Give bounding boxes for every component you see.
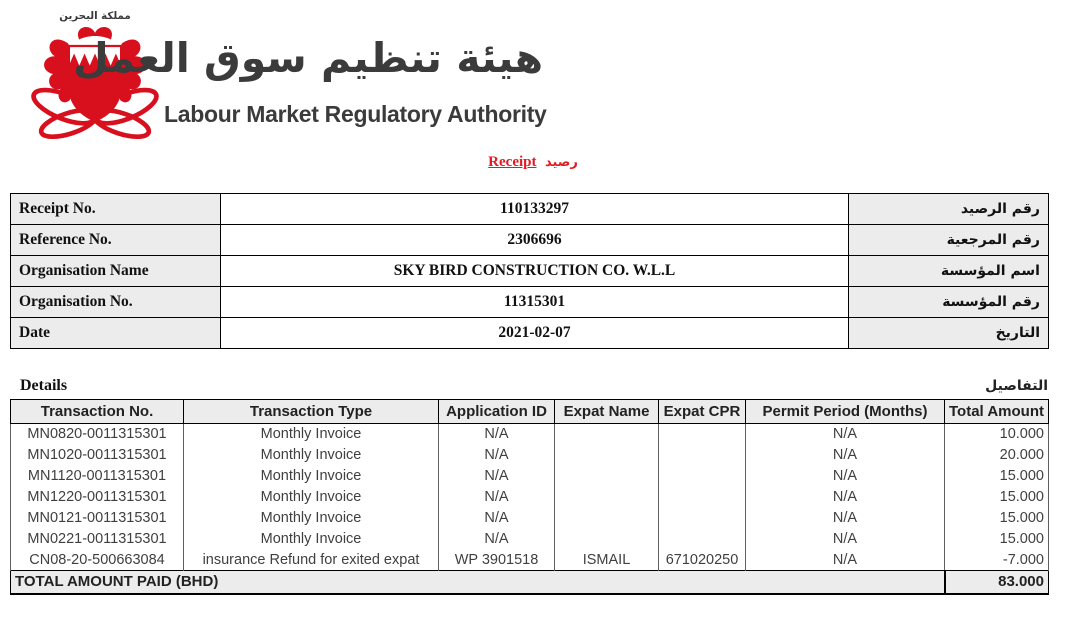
details-cell: N/A bbox=[746, 445, 945, 466]
details-cell bbox=[659, 445, 746, 466]
receipt-info-label: Organisation No. bbox=[11, 287, 221, 318]
logo-english-name: Labour Market Regulatory Authority bbox=[164, 101, 547, 127]
details-heading-ar: التفاصيل bbox=[985, 378, 1048, 394]
receipt-info-value: SKY BIRD CONSTRUCTION CO. W.L.L bbox=[221, 256, 849, 287]
details-cell: 10.000 bbox=[945, 424, 1049, 445]
receipt-title bbox=[0, 153, 1066, 171]
details-cell bbox=[555, 445, 659, 466]
details-row bbox=[11, 424, 1049, 445]
receipt-info-row bbox=[11, 318, 1049, 349]
details-column-header: Transaction Type bbox=[184, 400, 439, 424]
receipt-info-value: 110133297 bbox=[221, 194, 849, 225]
details-cell: MN0121-0011315301 bbox=[11, 508, 184, 529]
details-total-row bbox=[11, 571, 1049, 594]
receipt-info-label-ar: رقم المرجعية bbox=[849, 225, 1049, 256]
details-cell bbox=[659, 487, 746, 508]
details-cell bbox=[555, 487, 659, 508]
details-cell: insurance Refund for exited expat bbox=[184, 550, 439, 571]
details-cell: Monthly Invoice bbox=[184, 445, 439, 466]
details-cell: 15.000 bbox=[945, 487, 1049, 508]
receipt-info-table bbox=[10, 193, 1049, 349]
details-cell: 20.000 bbox=[945, 445, 1049, 466]
details-cell: MN0221-0011315301 bbox=[11, 529, 184, 550]
receipt-info-label: Organisation Name bbox=[11, 256, 221, 287]
details-cell bbox=[555, 529, 659, 550]
details-body bbox=[11, 424, 1049, 571]
details-heading-en: Details bbox=[20, 377, 68, 394]
details-cell: N/A bbox=[439, 487, 555, 508]
details-cell: 15.000 bbox=[945, 508, 1049, 529]
details-cell bbox=[659, 508, 746, 529]
details-cell: Monthly Invoice bbox=[184, 508, 439, 529]
details-row bbox=[11, 466, 1049, 487]
details-cell: -7.000 bbox=[945, 550, 1049, 571]
receipt-info-label: Receipt No. bbox=[11, 194, 221, 225]
details-cell: N/A bbox=[746, 550, 945, 571]
details-column-header: Total Amount bbox=[945, 400, 1049, 424]
details-cell: Monthly Invoice bbox=[184, 424, 439, 445]
details-header-row bbox=[11, 400, 1049, 424]
details-cell: N/A bbox=[746, 466, 945, 487]
details-row bbox=[11, 487, 1049, 508]
logo-arabic-name: هيئة تنظيم سوق العمل bbox=[73, 34, 543, 82]
receipt-info-row bbox=[11, 225, 1049, 256]
details-cell: ISMAIL bbox=[555, 550, 659, 571]
details-cell bbox=[555, 466, 659, 487]
receipt-info-value: 2021-02-07 bbox=[221, 318, 849, 349]
details-cell: N/A bbox=[746, 508, 945, 529]
details-cell bbox=[659, 424, 746, 445]
receipt-info-value: 2306696 bbox=[221, 225, 849, 256]
details-cell: Monthly Invoice bbox=[184, 529, 439, 550]
details-row bbox=[11, 445, 1049, 466]
details-table bbox=[10, 399, 1049, 595]
details-cell: N/A bbox=[746, 424, 945, 445]
receipt-info-body bbox=[11, 194, 1049, 349]
details-heading bbox=[10, 376, 1048, 396]
details-cell: N/A bbox=[746, 487, 945, 508]
receipt-info-row bbox=[11, 194, 1049, 225]
details-column-header: Application ID bbox=[439, 400, 555, 424]
details-cell: WP 3901518 bbox=[439, 550, 555, 571]
details-cell: Monthly Invoice bbox=[184, 466, 439, 487]
receipt-info-label: Reference No. bbox=[11, 225, 221, 256]
details-row bbox=[11, 550, 1049, 571]
total-amount-value: 83.000 bbox=[945, 571, 1049, 594]
details-cell: 671020250 bbox=[659, 550, 746, 571]
details-column-header: Expat Name bbox=[555, 400, 659, 424]
details-cell: MN1220-0011315301 bbox=[11, 487, 184, 508]
details-cell: MN1020-0011315301 bbox=[11, 445, 184, 466]
emblem-top-text: مملكة البحرين bbox=[59, 9, 131, 22]
details-cell: N/A bbox=[439, 445, 555, 466]
receipt-info-label: Date bbox=[11, 318, 221, 349]
details-cell: MN1120-0011315301 bbox=[11, 466, 184, 487]
details-cell: N/A bbox=[746, 529, 945, 550]
receipt-info-value: 11315301 bbox=[221, 287, 849, 318]
details-column-header: Transaction No. bbox=[11, 400, 184, 424]
details-row bbox=[11, 529, 1049, 550]
details-cell bbox=[555, 508, 659, 529]
details-cell: N/A bbox=[439, 424, 555, 445]
receipt-info-label-ar: التاريخ bbox=[849, 318, 1049, 349]
receipt-title-ar: رصيد bbox=[544, 155, 578, 170]
details-cell: 15.000 bbox=[945, 466, 1049, 487]
details-cell: CN08-20-500663084 bbox=[11, 550, 184, 571]
receipt-info-label-ar: رقم المؤسسة bbox=[849, 287, 1049, 318]
details-cell: Monthly Invoice bbox=[184, 487, 439, 508]
receipt-info-row bbox=[11, 256, 1049, 287]
receipt-title-en: Receipt bbox=[488, 154, 537, 170]
details-cell bbox=[659, 466, 746, 487]
details-cell bbox=[659, 529, 746, 550]
details-column-header: Expat CPR bbox=[659, 400, 746, 424]
total-amount-label: TOTAL AMOUNT PAID (BHD) bbox=[11, 571, 945, 594]
receipt-info-label-ar: رقم الرصيد bbox=[849, 194, 1049, 225]
details-cell: N/A bbox=[439, 466, 555, 487]
details-cell: MN0820-0011315301 bbox=[11, 424, 184, 445]
receipt-info-row bbox=[11, 287, 1049, 318]
receipt-info-label-ar: اسم المؤسسة bbox=[849, 256, 1049, 287]
details-column-header: Permit Period (Months) bbox=[746, 400, 945, 424]
details-cell: N/A bbox=[439, 508, 555, 529]
details-cell: 15.000 bbox=[945, 529, 1049, 550]
details-cell: N/A bbox=[439, 529, 555, 550]
details-row bbox=[11, 508, 1049, 529]
details-cell bbox=[555, 424, 659, 445]
